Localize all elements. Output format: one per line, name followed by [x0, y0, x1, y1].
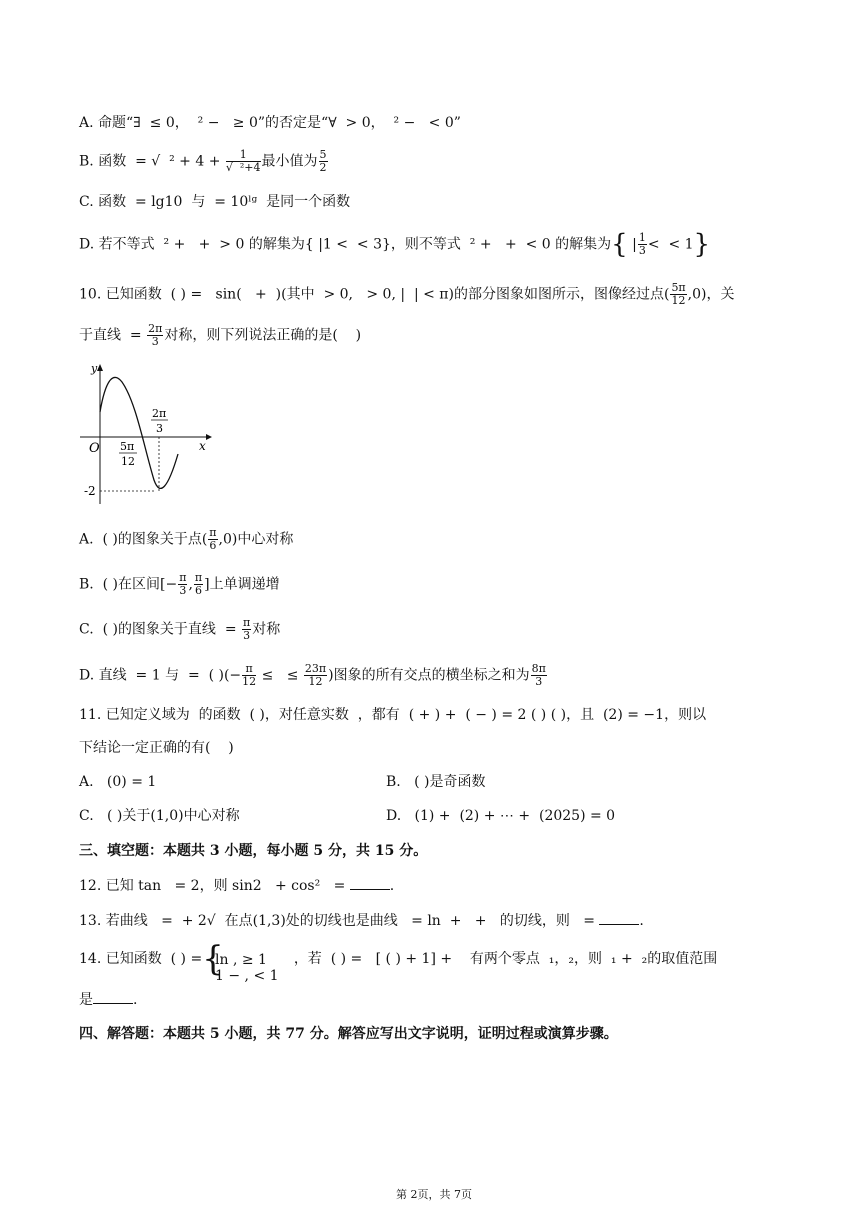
q11-option-b: B. ( )是奇函数 [386, 774, 486, 790]
q11-option-d: D. (1) + (2) + ⋯ + (2025) = 0 [386, 808, 616, 824]
sine-graph-figure [78, 362, 213, 508]
tick-5pi-den: 12 [121, 455, 135, 468]
q14-line1: 14. 已知函数 ( ) ={ ，若 ( ) = [ ( ) + 1] + 有两个零点 ₁，₂，则 ₁ + ₂的取值范围 [79, 939, 718, 979]
origin-label: O [89, 441, 100, 456]
q14-blank [93, 989, 133, 1004]
q14-piecewise: ln , ≥ 1 1 − , < 1 [215, 952, 279, 984]
section-4-heading: 四、解答题：本题共 5 小题，共 77 分。解答应写出文字说明，证明过程或演算步骤。 [79, 1026, 618, 1042]
q11-stem-line1: 11. 已知定义域为 的函数 ( )，对任意实数 ，都有 ( + ) + ( − ) = 2 ( ) ( )，且 (2) = −1，则以 [79, 707, 707, 723]
q10-stem-line1: 10. 已知函数 ( ) = sin( + )(其中 > 0, > 0, | | < π)的部分图象如图所示，图像经过点( $\frac{5\pi}{12}$ ,0)，关 [79, 281, 735, 307]
tick-2pi-num: 2π [152, 407, 167, 420]
q11-stem-line2: 下结论一定正确的有( ) [79, 740, 234, 756]
y-axis-arrow [97, 364, 103, 371]
q10-option-c: C. ( )的图象关于直线 = $\frac{\pi}{3}$ 对称 [79, 616, 281, 642]
q9-option-b: B. 函数 = √ ² + 4 + $\frac{1}{\text{√ ²+4}}$ 最小值为 $\frac{5}{2}$ [79, 148, 327, 174]
q10-option-d: D. 直线 = 1 与 = ( )(− $\frac{\pi}{12}$ ≤ ≤ $\frac{23\pi}{12}$ )图象的所有交点的横坐标之和为 $\frac{8\pi}{3}$ [79, 662, 546, 688]
q9-option-a: A. 命题“∃ ≤ 0， ² − ≥ 0”的否定是“∀ > 0， ² − < 0” [79, 115, 461, 131]
q10-option-a: A. ( )的图象关于点( $\frac{\pi}{6}$ ,0)中心对称 [79, 526, 294, 552]
y-axis-label: y [91, 362, 98, 375]
q11-option-c: C. ( )关于(1,0)中心对称 [79, 808, 240, 824]
tick-2pi-den: 3 [156, 422, 163, 435]
y-min-label: -2 [84, 484, 96, 498]
q13-blank [599, 910, 639, 925]
q10-option-b: B. ( )在区间[− $\frac{\pi}{3}$ , $\frac{\pi}{6}$ ]上单调递增 [79, 571, 280, 597]
q9-option-d: D. 若不等式 ² + + > 0 的解集为{ |1 < < 3}，则不等式 ² + + < 0 的解集为{ | $\frac{1}{3}$ < < 1} [79, 229, 711, 260]
q14-line2: 是 . [79, 989, 137, 1010]
q10-stem-line2: 于直线 = $\frac{2\pi}{3}$ 对称，则下列说法正确的是( ) [79, 322, 362, 348]
q13: 13. 若曲线 = + 2√ 在点(1,3)处的切线也是曲线 = ln + + 的切线，则 = . [79, 910, 644, 931]
x-axis-arrow [206, 434, 212, 440]
q12: 12. 已知 tan = 2，则 sin2 + cos² = . [79, 875, 394, 896]
q9-option-c: C. 函数 = lg10 与 = 10ˡᵍ 是同一个函数 [79, 194, 351, 210]
x-axis-label: x [199, 439, 206, 453]
tick-5pi-num: 5π [120, 440, 135, 453]
q11-option-a: A. (0) = 1 [79, 774, 157, 790]
sine-curve [100, 377, 178, 488]
section-3-heading: 三、填空题：本题共 3 小题，每小题 5 分，共 15 分。 [79, 843, 428, 859]
q12-blank [350, 875, 390, 890]
page-footer: 第 2页，共 7页 [396, 1188, 472, 1201]
